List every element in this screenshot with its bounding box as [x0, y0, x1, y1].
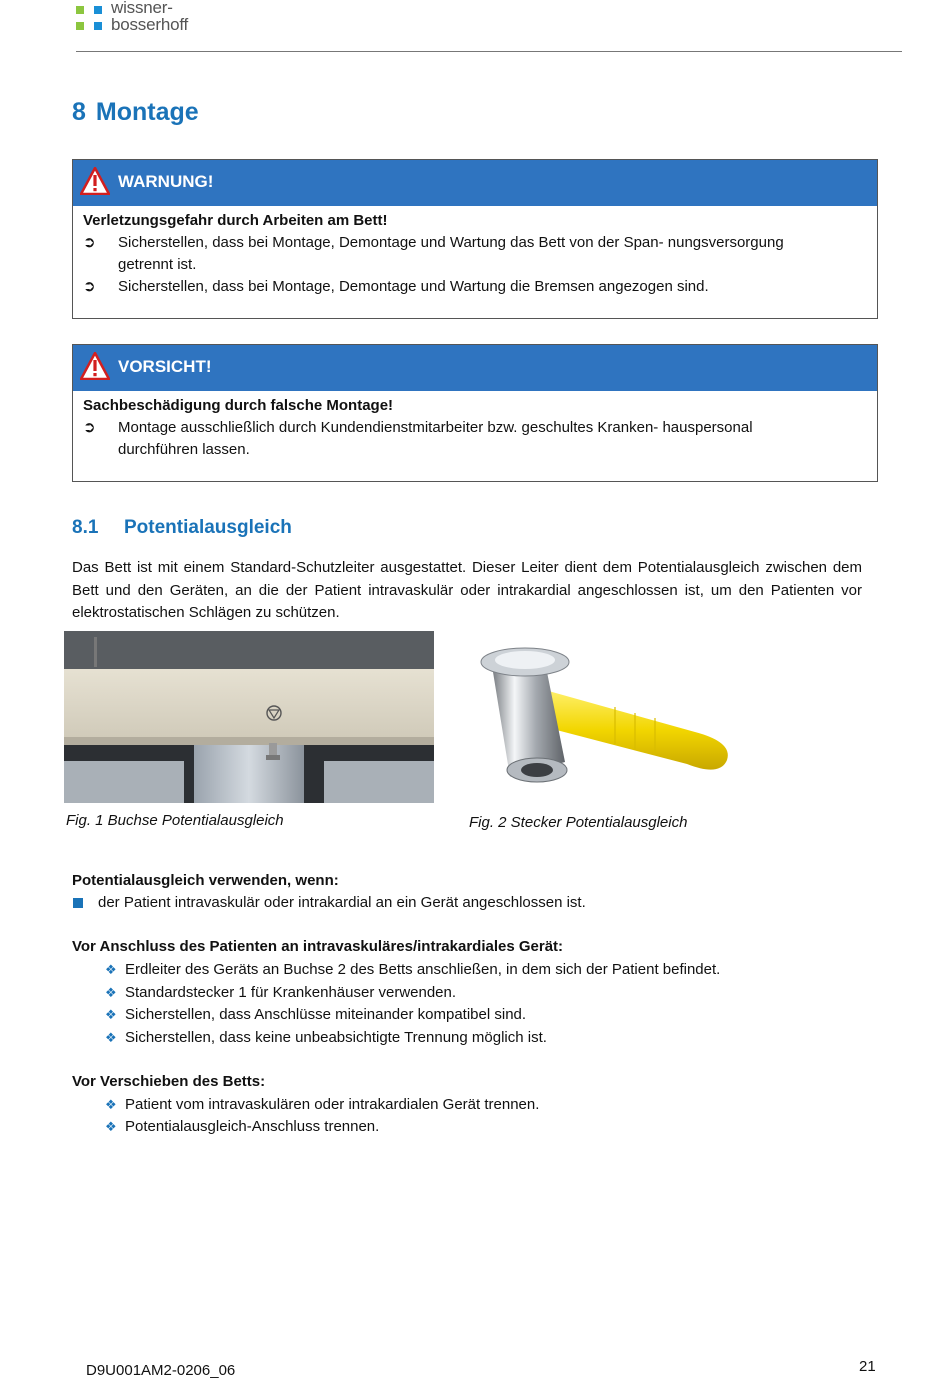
diamond-bullet-icon: ❖: [105, 1007, 117, 1022]
logo-square-green-top: [76, 6, 84, 14]
logo-square-blue-bottom: [94, 22, 102, 30]
before-connect-item: Erdleiter des Geräts an Buchse 2 des Betts anschließen, in dem sich der Patient befindet.: [125, 961, 721, 978]
arrow-bullet-icon: ➲: [83, 419, 96, 436]
warning-title: WARNUNG!: [118, 172, 214, 191]
before-connect-heading: Vor Anschluss des Patienten an intravaskuläres/intrakardiales Gerät:: [72, 938, 564, 955]
diamond-bullet-icon: ❖: [105, 962, 117, 977]
diamond-bullet-icon: ❖: [105, 1097, 117, 1112]
section-number: 8.1: [72, 517, 99, 538]
chapter-number: 8: [72, 98, 86, 126]
caution-item-line: Montage ausschließlich durch Kundendienstmitarbeiter bzw. geschultes Kranken- hauspersonal: [118, 419, 753, 436]
chapter-title-text: Montage: [95, 98, 199, 126]
warning-box-header: [73, 160, 877, 206]
logo-line-1: wissner-: [111, 0, 173, 17]
logo-line-2: bosserhoff: [111, 15, 189, 34]
warning-item-line: Sicherstellen, dass bei Montage, Demontage und Wartung die Bremsen angezogen sind.: [118, 278, 709, 295]
caution-box-header: [73, 345, 877, 391]
header-rule: [76, 51, 902, 52]
figure-2-plug-photo: [465, 632, 740, 802]
before-move-heading: Vor Verschieben des Betts:: [72, 1073, 266, 1090]
section-title-text: Potentialausgleich: [124, 517, 292, 538]
warning-triangle-icon: [80, 352, 110, 380]
warning-item: [83, 276, 867, 298]
caution-title: VORSICHT!: [118, 357, 212, 376]
warning-item-line: getrennt ist.: [118, 256, 197, 273]
caution-item-line: durchführen lassen.: [118, 441, 250, 458]
warning-item-line: Sicherstellen, dass bei Montage, Demontage und Wartung das Bett von der Span- nungsversorgung: [118, 234, 784, 251]
diamond-bullet-icon: ❖: [105, 1030, 117, 1045]
usage-heading: Potentialausgleich verwenden, wenn:: [72, 872, 339, 889]
section-paragraph: Das Bett ist mit einem Standard-Schutzleiter ausgestattet. Dieser Leiter dient dem Potentialausgleich zwischen dem Bett und den Geräten, an die der Patient intravaskulär oder intrakardial angeschlossen ist, um den Patienten vor elektrostatischen Schlägen zu schützen.: [72, 559, 862, 621]
caution-lead: Sachbeschädigung durch falsche Montage!: [83, 397, 394, 414]
before-connect-item: Sicherstellen, dass keine unbeabsichtigte Trennung möglich ist.: [125, 1029, 547, 1046]
warning-lead: Verletzungsgefahr durch Arbeiten am Bett!: [83, 212, 388, 229]
logo-square-blue-top: [94, 6, 102, 14]
warning-item: [83, 232, 867, 276]
diamond-bullet-icon: ❖: [105, 1119, 117, 1134]
usage-item: der Patient intravaskulär oder intrakardial an ein Gerät angeschlossen ist.: [98, 894, 586, 911]
logo-square-green-bottom: [76, 22, 84, 30]
warning-box: [72, 159, 878, 319]
arrow-bullet-icon: ➲: [83, 234, 96, 251]
before-move-item: Potentialausgleich-Anschluss trennen.: [125, 1118, 380, 1135]
caution-box: [72, 344, 878, 482]
section-title: [72, 517, 292, 539]
figure-2-caption: Fig. 2 Stecker Potentialausgleich: [469, 814, 688, 831]
before-connect-item: Sicherstellen, dass Anschlüsse miteinander kompatibel sind.: [125, 1006, 527, 1023]
chapter-title: [72, 98, 199, 127]
figure-1-socket-photo: [64, 631, 434, 803]
warning-triangle-icon: [80, 167, 110, 195]
caution-item: [83, 417, 867, 461]
square-bullet-icon: [73, 898, 83, 908]
before-connect-item: Standardstecker 1 für Krankenhäuser verwenden.: [125, 984, 457, 1001]
arrow-bullet-icon: ➲: [83, 278, 96, 295]
footer-doc-id: D9U001AM2-0206_06: [86, 1362, 236, 1379]
diamond-bullet-icon: ❖: [105, 985, 117, 1000]
footer-page-number: 21: [859, 1358, 876, 1375]
figure-1-caption: Fig. 1 Buchse Potentialausgleich: [66, 812, 284, 829]
before-move-item: Patient vom intravaskulären oder intrakardialen Gerät trennen.: [125, 1096, 540, 1113]
